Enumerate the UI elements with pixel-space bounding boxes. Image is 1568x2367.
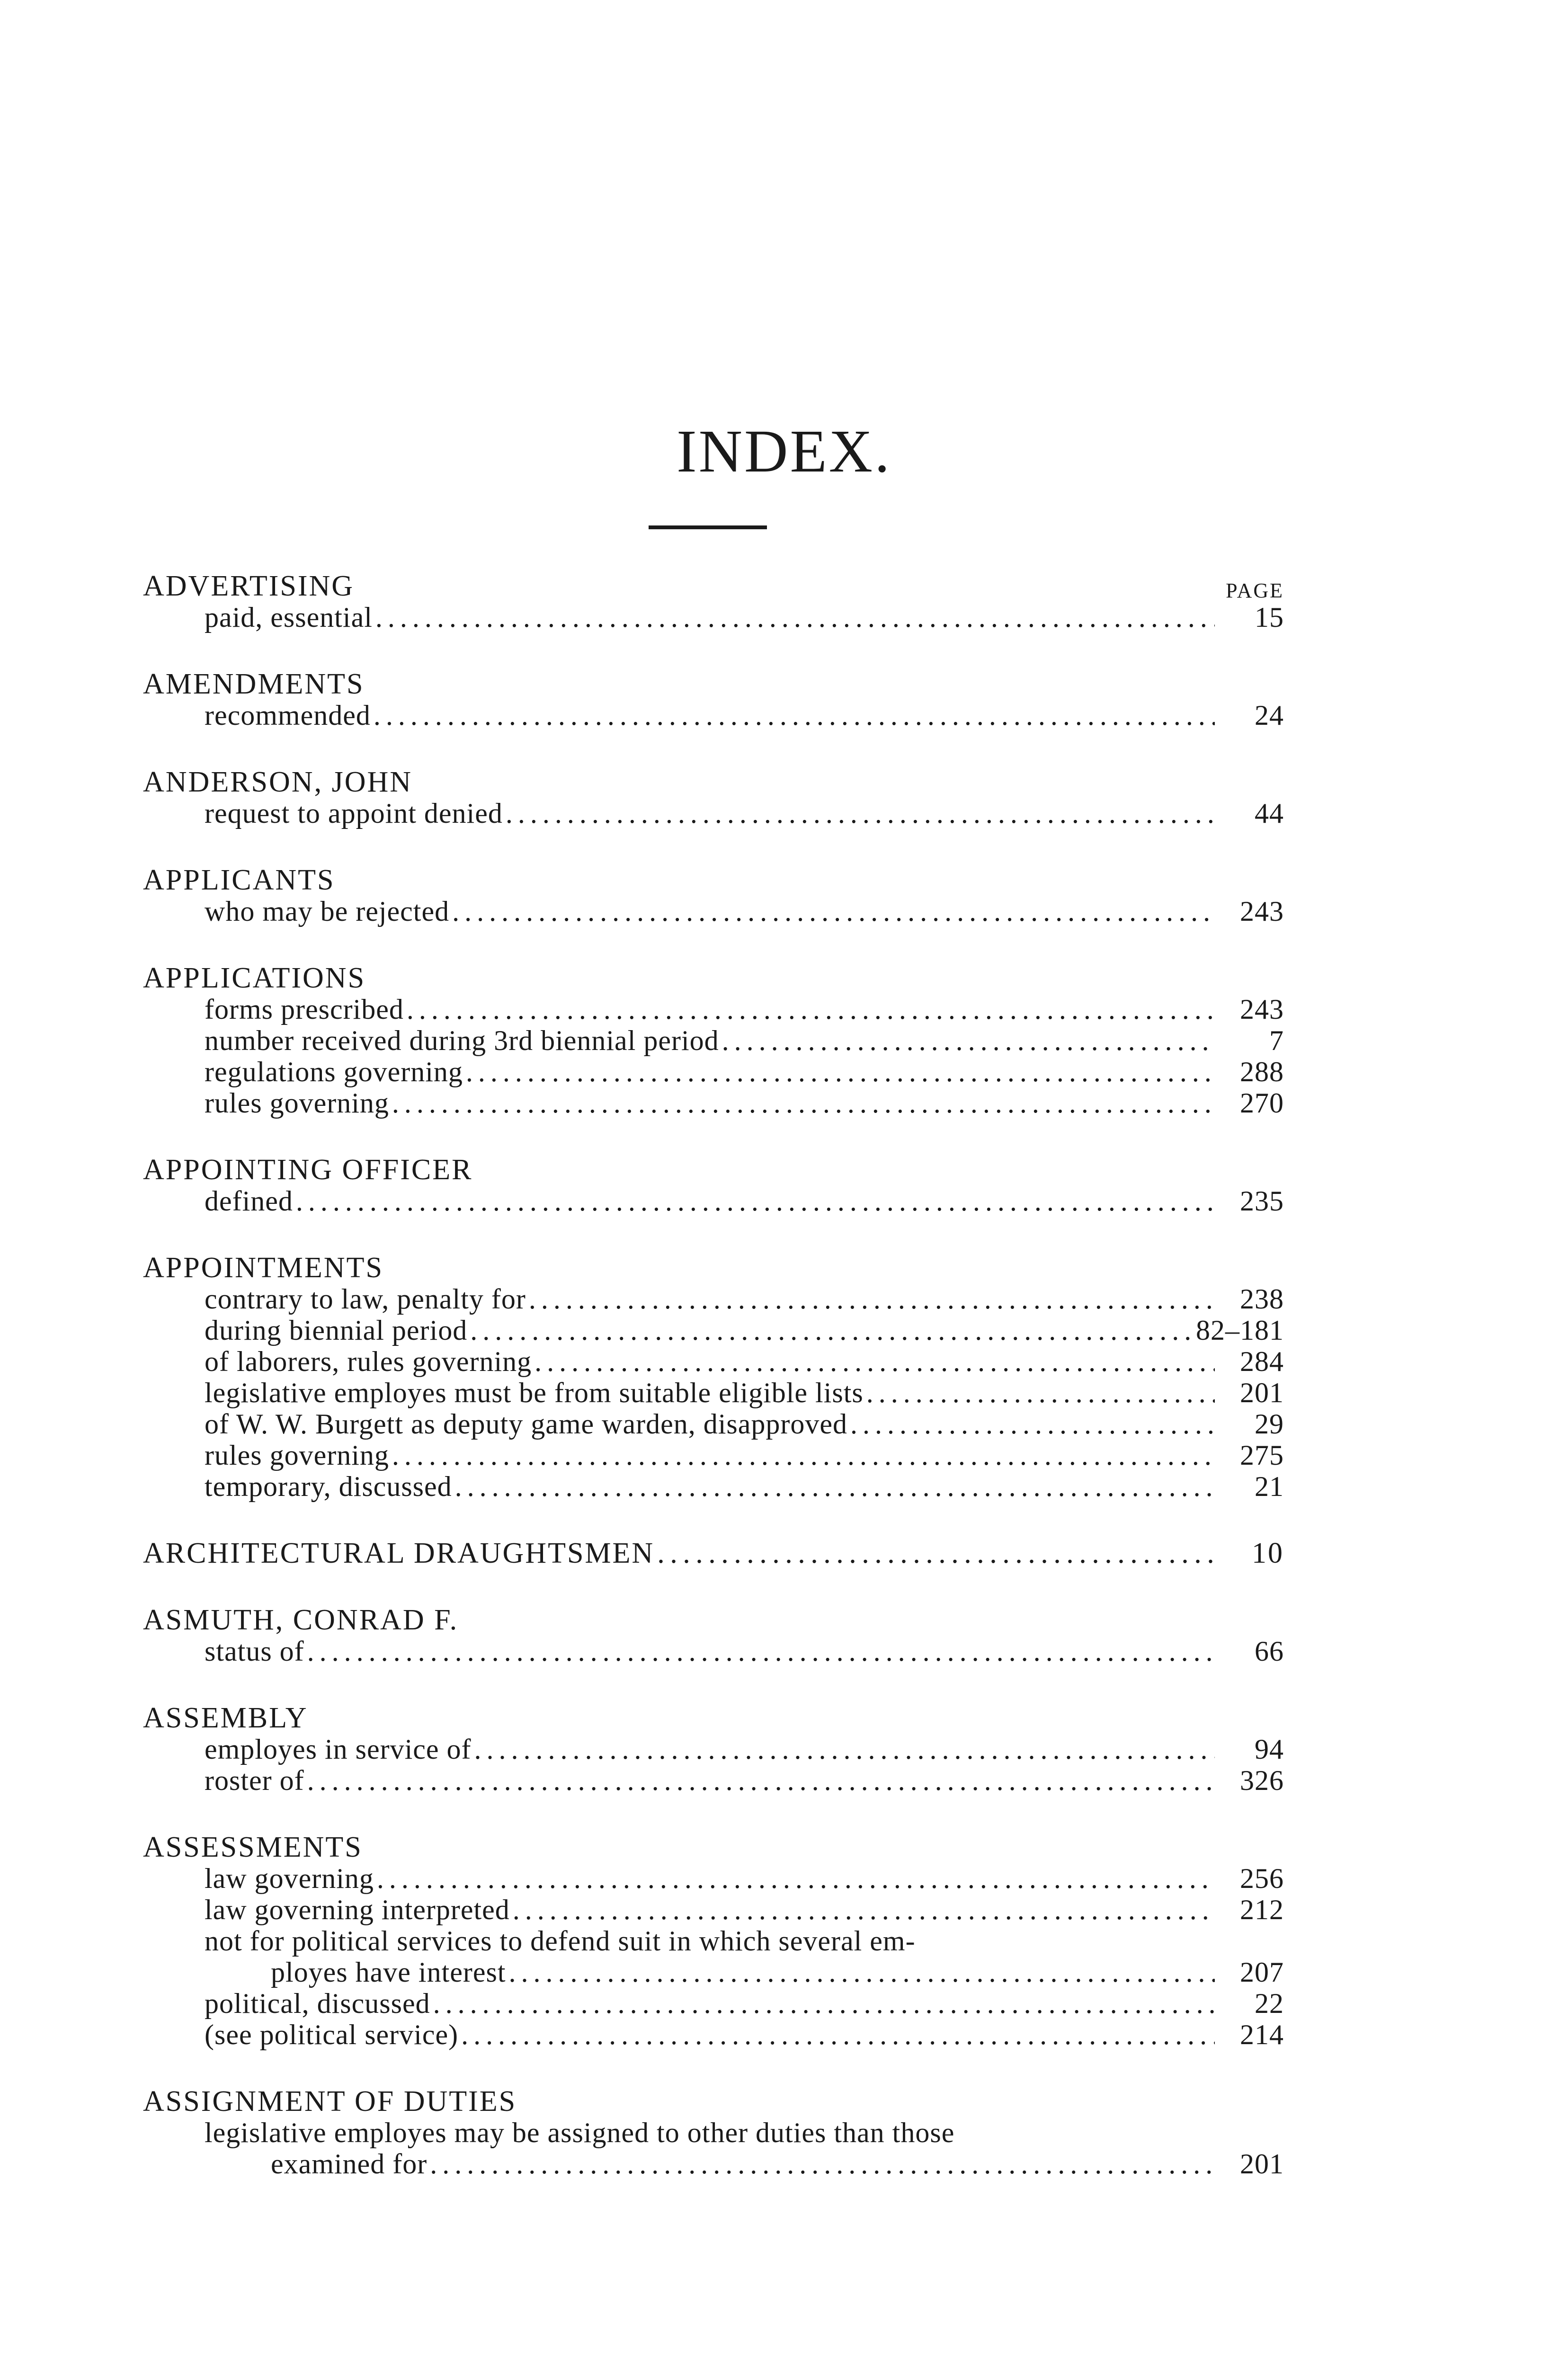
item-text: of laborers, rules governing: [205, 1346, 532, 1377]
entry-heading: ASMUTH, CONRAD F.: [143, 1604, 459, 1636]
leader-dots: [307, 1636, 1215, 1667]
entry-heading: ARCHITECTURAL DRAUGHTSMEN: [143, 1537, 655, 1569]
item-text: of W. W. Burgett as deputy game warden, disapproved: [205, 1408, 847, 1440]
leader-dots: [866, 1377, 1215, 1408]
index-entry: [143, 1702, 1284, 1796]
item-text: (see political service): [205, 2019, 459, 2050]
entry-item: [205, 1377, 1284, 1408]
entry-heading-row: [143, 1538, 1284, 1569]
entry-item: [205, 798, 1284, 829]
item-text: recommended: [205, 700, 371, 731]
index-entry: [143, 1832, 1284, 2050]
item-page: 66: [1255, 1636, 1284, 1667]
item-page: 288: [1240, 1056, 1284, 1087]
leader-dots: [392, 1087, 1215, 1119]
entry-item: [205, 994, 1284, 1025]
leader-dots: [506, 798, 1215, 829]
entry-item-first-line: legislative employes may be assigned to other duties than those: [205, 2117, 955, 2148]
entry-heading: ADVERTISING: [143, 570, 355, 602]
entry-heading: ASSEMBLY: [143, 1702, 308, 1734]
entry-item: [205, 1636, 1284, 1667]
item-text: rules governing: [205, 1087, 389, 1119]
entry-item: [205, 1087, 1284, 1119]
leader-dots: [374, 700, 1215, 731]
item-page: 94: [1255, 1734, 1284, 1765]
entry-heading: APPOINTING OFFICER: [143, 1154, 473, 1186]
index-entry: [143, 864, 1284, 927]
index-entry: [143, 1538, 1284, 1569]
item-text: forms prescribed: [205, 994, 404, 1025]
leader-dots: [850, 1408, 1215, 1440]
item-page: 29: [1255, 1408, 1284, 1440]
item-text: examined for: [271, 2148, 428, 2180]
item-page: 24: [1255, 700, 1284, 731]
item-text: request to appoint denied: [205, 798, 503, 829]
entry-item: [205, 700, 1284, 731]
entry-item: [205, 602, 1284, 633]
item-text: paid, essential: [205, 602, 373, 633]
entry-item: [205, 1408, 1284, 1440]
leader-dots: [474, 1734, 1215, 1765]
leader-dots: [377, 1863, 1215, 1894]
index-entry: [143, 1154, 1284, 1217]
item-text: during biennial period: [205, 1315, 468, 1346]
item-text: law governing interpreted: [205, 1894, 510, 1925]
entry-heading: ASSESSMENTS: [143, 1831, 363, 1863]
item-text: rules governing: [205, 1440, 389, 1471]
leader-dots: [375, 602, 1215, 633]
index-entry: [143, 668, 1284, 731]
page-title: INDEX.: [676, 418, 892, 485]
leader-dots: [513, 1894, 1215, 1925]
leader-dots: [452, 896, 1215, 927]
item-page: 214: [1240, 2019, 1284, 2050]
leader-dots: [455, 1471, 1215, 1502]
entry-item: [205, 1185, 1284, 1217]
item-page: 21: [1255, 1471, 1284, 1502]
entry-item: [205, 1894, 1284, 1925]
entry-heading: APPOINTMENTS: [143, 1252, 383, 1284]
item-text: legislative employes must be from suitable eligible lists: [205, 1377, 864, 1408]
entry-item: [205, 1863, 1284, 1894]
entry-item: [205, 1283, 1284, 1315]
entry-item: [205, 1025, 1284, 1056]
item-text: employes in service of: [205, 1734, 472, 1765]
item-page: 275: [1240, 1440, 1284, 1471]
item-text: defined: [205, 1185, 293, 1217]
item-text: status of: [205, 1636, 304, 1667]
page-column-label: PAGE: [1226, 579, 1284, 602]
item-text: who may be rejected: [205, 896, 450, 927]
entry-heading: APPLICATIONS: [143, 962, 366, 994]
leader-dots: [529, 1283, 1215, 1315]
leader-dots: [466, 1056, 1215, 1087]
item-page: 82–181: [1196, 1315, 1284, 1346]
item-text: law governing: [205, 1863, 374, 1894]
leader-dots: [392, 1440, 1215, 1471]
index-entry: [143, 570, 1284, 633]
entry-item-first-line: not for political services to defend suit in which several em-: [205, 1925, 916, 1957]
entry-item: [205, 1056, 1284, 1087]
entry-item: [205, 1315, 1284, 1346]
entry-item: [205, 1734, 1284, 1765]
item-page: 15: [1255, 602, 1284, 633]
leader-dots: [430, 2148, 1215, 2180]
entry-heading: ANDERSON, JOHN: [143, 766, 413, 798]
item-page: 270: [1240, 1087, 1284, 1119]
leader-dots: [657, 1538, 1215, 1569]
item-page: 201: [1240, 2148, 1284, 2180]
entry-heading: AMENDMENTS: [143, 668, 365, 700]
leader-dots: [433, 1988, 1215, 2019]
entry-item: [205, 1471, 1284, 1502]
item-page: 212: [1240, 1894, 1284, 1925]
item-page: 22: [1255, 1988, 1284, 2019]
item-page: 284: [1240, 1346, 1284, 1377]
entry-heading: ASSIGNMENT OF DUTIES: [143, 2085, 517, 2118]
item-page: 256: [1240, 1863, 1284, 1894]
item-text: contrary to law, penalty for: [205, 1283, 526, 1315]
item-page: 235: [1240, 1185, 1284, 1217]
leader-dots: [509, 1957, 1215, 1988]
item-text: number received during 3rd biennial period: [205, 1025, 719, 1056]
index-entry: [143, 1252, 1284, 1502]
item-text: temporary, discussed: [205, 1471, 452, 1502]
item-text: regulations governing: [205, 1056, 463, 1087]
item-page: 326: [1240, 1765, 1284, 1796]
leader-dots: [535, 1346, 1215, 1377]
entry-item: [205, 1346, 1284, 1377]
entry-item: [271, 2148, 1284, 2180]
leader-dots: [407, 994, 1215, 1025]
entry-item: [205, 2019, 1284, 2050]
index-entry: [143, 1604, 1284, 1667]
index-entry: [143, 2086, 1284, 2180]
entry-item: [205, 1440, 1284, 1471]
item-text: political, discussed: [205, 1988, 430, 2019]
index-entry: [143, 766, 1284, 829]
title-rule: [649, 525, 767, 529]
item-text: ployes have interest: [271, 1957, 506, 1988]
index-entry: [143, 962, 1284, 1119]
leader-dots: [296, 1185, 1215, 1217]
leader-dots: [307, 1765, 1215, 1796]
entry-heading: APPLICANTS: [143, 864, 335, 896]
item-page: 10: [1252, 1537, 1284, 1569]
item-page: 238: [1240, 1283, 1284, 1315]
item-page: 44: [1255, 798, 1284, 829]
item-page: 201: [1240, 1377, 1284, 1408]
item-page: 243: [1240, 896, 1284, 927]
entry-item: [205, 1988, 1284, 2019]
entry-item: [205, 896, 1284, 927]
entry-item: [271, 1957, 1284, 1988]
item-page: 7: [1269, 1025, 1284, 1056]
index-list: [143, 570, 1284, 2215]
leader-dots: [470, 1315, 1193, 1346]
item-text: roster of: [205, 1765, 304, 1796]
item-page: 207: [1240, 1957, 1284, 1988]
entry-item: [205, 1765, 1284, 1796]
leader-dots: [722, 1025, 1215, 1056]
leader-dots: [461, 2019, 1215, 2050]
item-page: 243: [1240, 994, 1284, 1025]
